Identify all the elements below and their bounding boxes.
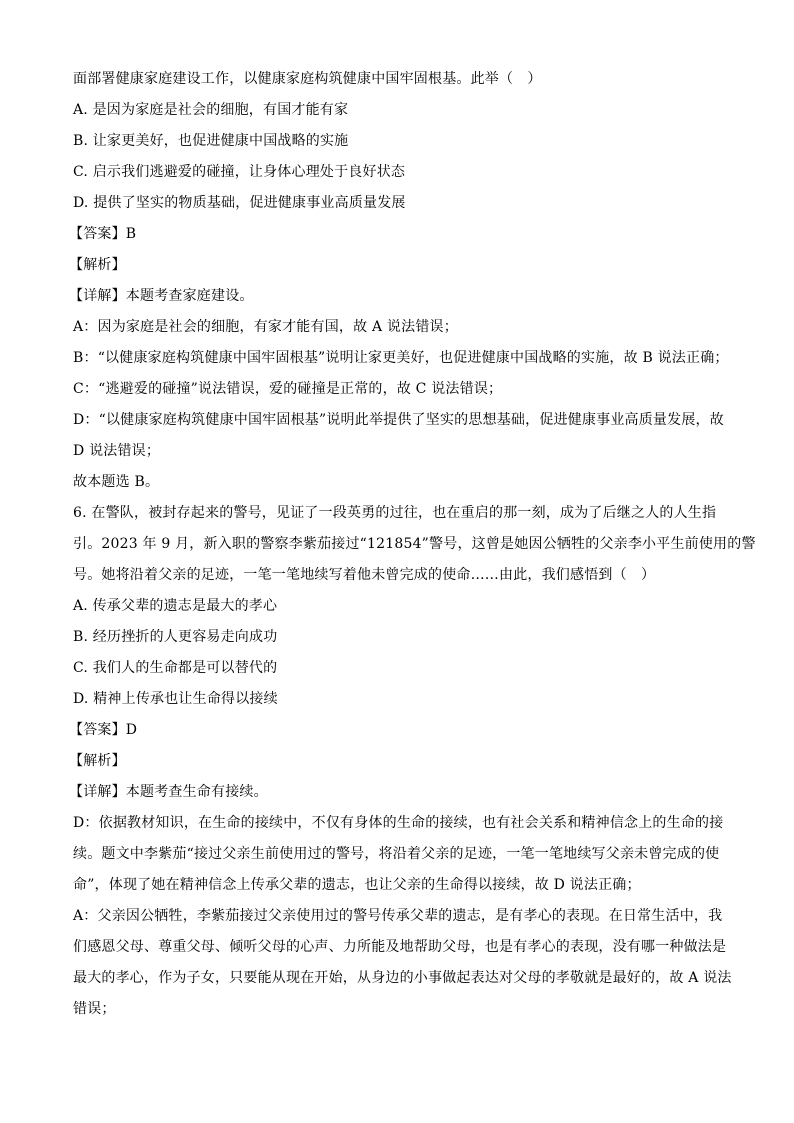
q6-stem-line-3: 号。她将沿着父亲的足迹，一笔一笔地续写着他未曾完成的使命……由此，我们感悟到（ ） (73, 567, 656, 583)
q5-stem-tail: 面部署健康家庭建设工作，以健康家庭构筑健康中国牢固根基。此举（ ） (73, 71, 542, 87)
q6-stem-line-1: 6. 在警队，被封存起来的警号，见证了一段英勇的过往，也在重启的那一刻，成为了后继之人的人生指 (73, 505, 717, 521)
q5-detail-d: D：“以健康家庭构筑健康中国牢固根基”说明此举提供了坚实的思想基础，促进健康事业高质量发展，故 (73, 412, 724, 428)
q5-option-d: D. 提供了坚实的物质基础，促进健康事业高质量发展 (73, 195, 406, 211)
q6-option-b: B. 经历挫折的人更容易走向成功 (73, 629, 278, 645)
q5-option-a: A. 是因为家庭是社会的细胞，有国才能有家 (73, 102, 349, 118)
q5-detail-b: B：“以健康家庭构筑健康中国牢固根基”说明让家更美好，也促进健康中国战略的实施，故 B 说法正确； (73, 350, 729, 366)
q5-analysis-heading: 【解析】 (69, 257, 126, 273)
q6-detail-d-line-1: D：依据教材知识，在生命的接续中，不仅有身体的生命的接续，也有社会关系和精神信念上的生命的接 (73, 815, 724, 831)
q6-detail-a-line-1: A：父亲因公牺牲，李紫茄接过父亲使用过的警号传承父辈的遗志，是有孝心的表现。在日常生活中，我 (73, 908, 723, 924)
q5-answer: 【答案】B (69, 226, 137, 242)
q6-option-a: A. 传承父辈的遗志是最大的孝心 (73, 598, 278, 614)
q5-option-b: B. 让家更美好，也促进健康中国战略的实施 (73, 133, 349, 149)
q6-answer: 【答案】D (69, 722, 138, 738)
q6-detail-a-line-4: 错误； (73, 1001, 116, 1017)
q6-option-c: C. 我们人的生命都是可以替代的 (73, 660, 278, 676)
q5-detail-c: C：“逃避爱的碰撞”说法错误，爱的碰撞是正常的，故 C 说法错误； (73, 381, 503, 397)
q5-option-c: C. 启示我们逃避爱的碰撞，让身体心理处于良好状态 (73, 164, 406, 180)
q6-detail-d-line-3: 命”，体现了她在精神信念上传承父辈的遗志，也让父亲的生命得以接续，故 D 说法正确； (73, 877, 641, 893)
q5-detail-d-cont: D 说法错误； (73, 443, 161, 459)
q6-analysis-heading: 【解析】 (69, 753, 126, 769)
q6-option-d: D. 精神上传承也让生命得以接续 (73, 691, 278, 707)
q6-detail-a-line-2: 们感恩父母、尊重父母、倾听父母的心声、力所能及地帮助父母，也是有孝心的表现，没有哪一种做法是 (73, 939, 727, 955)
q6-stem-line-2: 引。2023 年 9 月，新入职的警察李紫茄接过“121854”警号，这曾是她因公牺牲的父亲李小平生前使用的警 (73, 536, 756, 552)
q5-conclusion: 故本题选 B。 (73, 474, 160, 490)
q6-detail-d-line-2: 续。题文中李紫茄“接过父亲生前使用过的警号，将沿着父亲的足迹，一笔一笔地续写父亲未曾完成的使 (73, 846, 720, 862)
q5-detail-heading: 【详解】本题考查家庭建设。 (69, 288, 254, 304)
q6-detail-a-line-3: 最大的孝心，作为子女，只要能从现在开始，从身边的小事做起表达对父母的孝敬就是最好的，故 A 说法 (73, 970, 732, 986)
q5-detail-a: A：因为家庭是社会的细胞，有家才能有国，故 A 说法错误； (73, 319, 458, 335)
document-page (69, 64, 756, 1025)
q6-detail-heading: 【详解】本题考查生命有接续。 (69, 784, 268, 800)
